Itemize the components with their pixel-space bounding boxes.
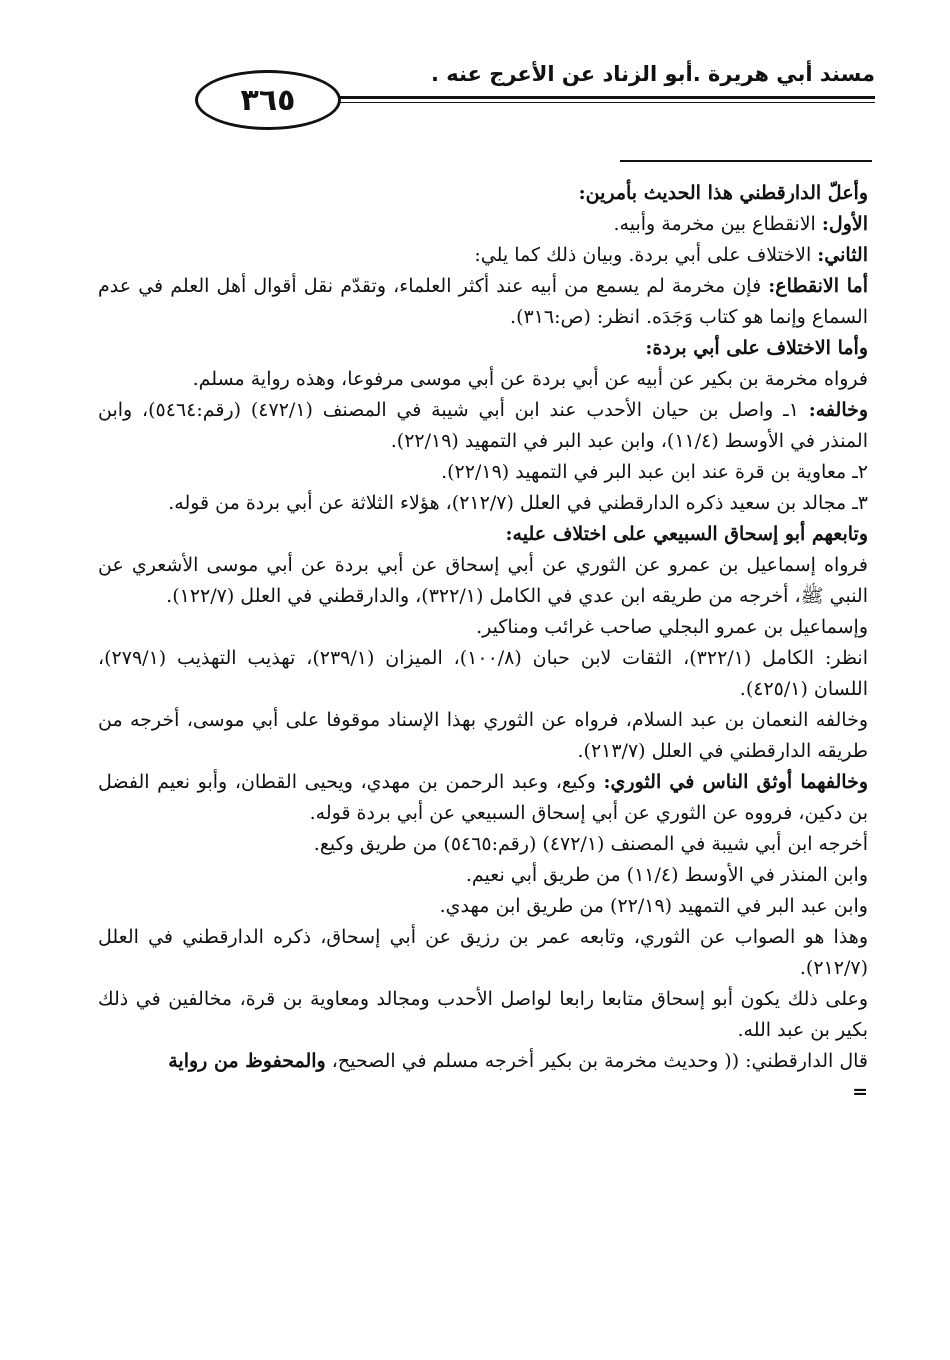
- heading: وأما الاختلاف على أبي بردة:: [645, 337, 868, 359]
- text: انظر: الكامل (٣٢٢/١)، الثقات لابن حبان (١٠٠/٨)، الميزان (٢٣٩/١)، تهذيب التهذيب (٢٧٩/١)، اللسان (٤٢٥/١).: [98, 647, 868, 700]
- text: وكيع، وعبد الرحمن بن مهدي، ويحيى القطان، وأبو نعيم الفضل بن دكين، فرووه عن الثوري عن أبي إسحاق السبيعي عن أبي بردة قوله.: [98, 771, 868, 824]
- paragraph: [98, 240, 868, 271]
- paragraph: [98, 860, 868, 891]
- text: وهذا هو الصواب عن الثوري، وتابعه عمر بن رزيق عن أبي إسحاق، ذكره الدارقطني في العلل (٢١٢/٧).: [98, 926, 868, 979]
- section-rule: [620, 160, 872, 162]
- lead-term: وخالفه:: [808, 399, 869, 421]
- paragraph: [98, 395, 868, 457]
- header-rule-thin: [265, 102, 875, 103]
- text: فرواه إسماعيل بن عمرو عن الثوري عن أبي إسحاق عن أبي بردة عن أبي موسى الأشعري عن النبي ﷺ، أخرجه من طريقه ابن عدي في الكامل (٣٢٢/١)، والدارقطني في العلل (١٢٢/٧).: [98, 554, 868, 607]
- page-body: [98, 178, 868, 1108]
- bold-phrase: والمحفوظ من رواية: [168, 1050, 326, 1072]
- paragraph: [98, 178, 868, 209]
- text: ١ـ واصل بن حيان الأحدب عند ابن أبي شيبة في المصنف (٤٧٢/١) (رقم:٥٤٦٤)، وابن المنذر في الأوسط (١١/٤)، وابن عبد البر في التمهيد (٢٢/١٩).: [98, 399, 868, 452]
- lead-term: وخالفهما أوثق الناس في الثوري:: [603, 771, 868, 793]
- header-rule-thick: [265, 96, 875, 99]
- page-number: ٣٦٥: [195, 70, 341, 130]
- paragraph: [98, 612, 868, 643]
- paragraph: [98, 488, 868, 519]
- paragraph: [98, 271, 868, 333]
- paragraph: [98, 829, 868, 860]
- text: الانقطاع بين مخرمة وأبيه.: [613, 213, 822, 235]
- text: فإن مخرمة لم يسمع من أبيه عند أكثر العلماء، وتقدّم نقل أقوال أهل العلم في عدم السماع وإنما هو كتاب وَجَدَه. انظر: (ص:٣١٦).: [98, 275, 868, 328]
- paragraph: [98, 364, 868, 395]
- text: الاختلاف على أبي بردة. وبيان ذلك كما يلي:: [474, 244, 818, 266]
- text: ٢ـ معاوية بن قرة عند ابن عبد البر في التمهيد (٢٢/١٩).: [441, 461, 868, 483]
- text: فرواه مخرمة بن بكير عن أبيه عن أبي بردة عن أبي موسى مرفوعا، وهذه رواية مسلم.: [192, 368, 868, 390]
- running-title: مسند أبي هريرة .أبو الزناد عن الأعرج عنه .: [430, 62, 875, 86]
- text: وابن المنذر في الأوسط (١١/٤) من طريق أبي نعيم.: [465, 864, 868, 886]
- text: ٣ـ مجالد بن سعيد ذكره الدارقطني في العلل (٢١٢/٧)، هؤلاء الثلاثة عن أبي بردة من قوله.: [168, 492, 868, 514]
- lead-term: الأول:: [821, 213, 868, 235]
- paragraph: [98, 1046, 868, 1077]
- lead-term: أما الانقطاع:: [768, 275, 868, 297]
- text: وخالفه النعمان بن عبد السلام، فرواه عن الثوري بهذا الإسناد موقوفا على أبي موسى، أخرجه من طريقه الدارقطني في العلل (٢١٣/٧).: [98, 709, 868, 762]
- text: وعلى ذلك يكون أبو إسحاق متابعا رابعا لواصل الأحدب ومجالد ومعاوية بن قرة، مخالفين في ذلك بكير بن عبد الله.: [98, 988, 868, 1041]
- paragraph: [98, 643, 868, 705]
- lead-term: الثاني:: [817, 244, 868, 266]
- page-header: [95, 62, 875, 132]
- paragraph: [98, 922, 868, 984]
- paragraph: [98, 519, 868, 550]
- text: أخرجه ابن أبي شيبة في المصنف (٤٧٢/١) (رقم:٥٤٦٥) من طريق وكيع.: [313, 833, 868, 855]
- paragraph: [98, 457, 868, 488]
- paragraph: [98, 550, 868, 612]
- text: وابن عبد البر في التمهيد (٢٢/١٩) من طريق ابن مهدي.: [439, 895, 868, 917]
- paragraph: [98, 767, 868, 829]
- paragraph: [98, 984, 868, 1046]
- heading: وأعلّ الدارقطني هذا الحديث بأمرين:: [578, 182, 868, 204]
- continuation-mark: =: [852, 1081, 868, 1103]
- paragraph: [98, 891, 868, 922]
- heading: وتابعهم أبو إسحاق السبيعي على اختلاف عليه:: [505, 523, 868, 545]
- text: قال الدارقطني: (( وحديث مخرمة بن بكير أخرجه مسلم في الصحيح،: [325, 1050, 868, 1072]
- paragraph: [98, 333, 868, 364]
- paragraph: [98, 209, 868, 240]
- text: وإسماعيل بن عمرو البجلي صاحب غرائب ومناكير.: [476, 616, 868, 638]
- paragraph: [98, 705, 868, 767]
